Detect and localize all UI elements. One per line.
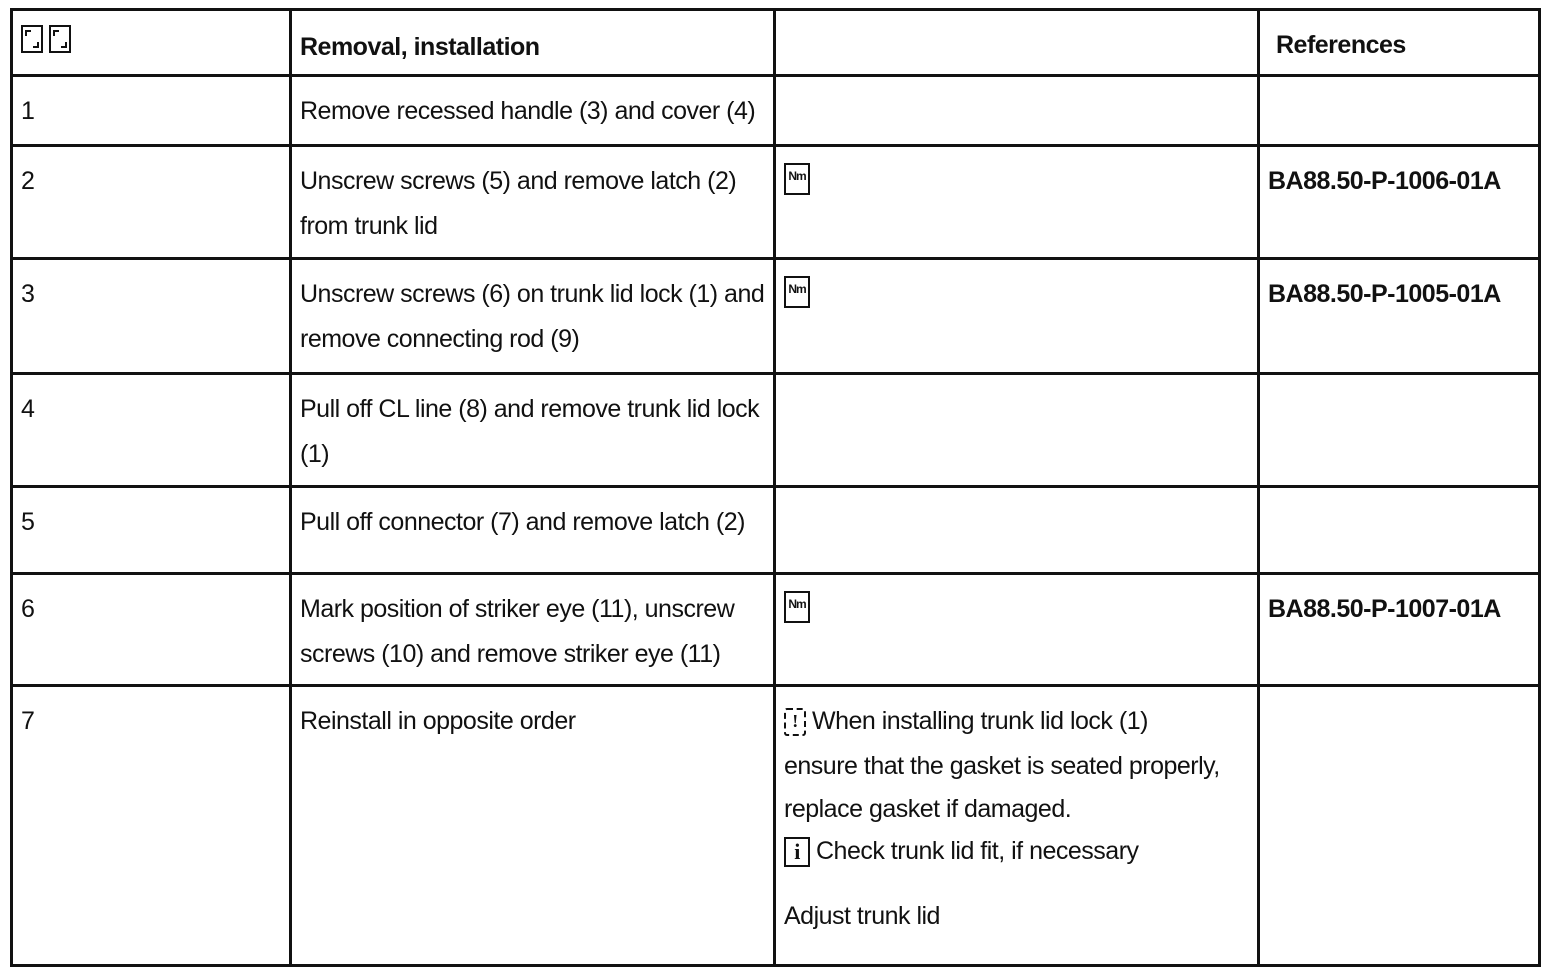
step-number: 6 [21,595,35,623]
step-info [776,375,1257,387]
step-number: 2 [21,167,35,195]
step-action: Unscrew screws (5) and remove latch (2) from trunk lid [300,167,737,240]
step-reference [1260,375,1538,387]
step-notes [776,687,1257,939]
torque-nm-icon[interactable]: Nm [784,276,810,308]
step-info [776,575,1257,632]
expand-arrows-icon[interactable] [21,25,43,53]
table-row [12,487,1540,574]
table-row [12,574,1540,686]
step-action: Unscrew screws (6) on trunk lid lock (1) and remove connecting rod (9) [300,280,765,353]
step-action: Remove recessed handle (3) and cover (4) [300,97,756,125]
step-reference-link[interactable]: BA88.50-P-1007-01A [1268,595,1501,623]
table-row [12,259,1540,374]
step-info [776,488,1257,500]
step-reference [1260,77,1538,89]
table-row [12,374,1540,487]
adjust-trunk-lid-link[interactable]: Adjust trunk lid [784,902,940,930]
step-reference [1260,488,1538,500]
procedure-table [10,8,1541,967]
table-row [12,146,1540,259]
warning-text-line-1: When installing trunk lid lock (1) [812,707,1148,735]
step-action: Reinstall in opposite order [300,707,576,735]
step-number: 4 [21,395,35,423]
step-number: 1 [21,97,35,125]
torque-nm-icon[interactable]: Nm [784,591,810,623]
step-info [776,260,1257,317]
info-icon: i [784,837,810,867]
step-number: 5 [21,508,35,536]
header-title: Removal, installation [300,33,540,61]
table-row [12,686,1540,966]
torque-nm-icon[interactable]: Nm [784,163,810,195]
warning-text-line-3: replace gasket if damaged. [784,795,1072,823]
step-reference-link[interactable]: BA88.50-P-1006-01A [1268,167,1501,195]
step-action: Pull off CL line (8) and remove trunk lid lock (1) [300,395,760,468]
header-icons-cell [12,10,291,76]
collapse-arrows-icon[interactable] [49,25,71,53]
header-empty-cell [775,10,1259,76]
step-number: 3 [21,280,35,308]
step-number: 7 [21,707,35,735]
step-action: Mark position of striker eye (11), unscrew screws (10) and remove striker eye (11) [300,595,735,668]
info-text: Check trunk lid fit, if necessary [816,837,1139,865]
step-info [776,77,1257,89]
table-row [12,76,1540,146]
warning-icon: ! [784,708,806,736]
step-action: Pull off connector (7) and remove latch (2) [300,508,745,536]
header-title-cell [291,10,775,76]
step-info [776,147,1257,204]
header-references-cell [1259,10,1540,76]
step-reference-link[interactable]: BA88.50-P-1005-01A [1268,280,1501,308]
step-reference [1260,687,1538,699]
table-header-row [12,10,1540,76]
warning-text-line-2: ensure that the gasket is seated properly, [784,752,1220,780]
header-references: References [1276,31,1406,59]
